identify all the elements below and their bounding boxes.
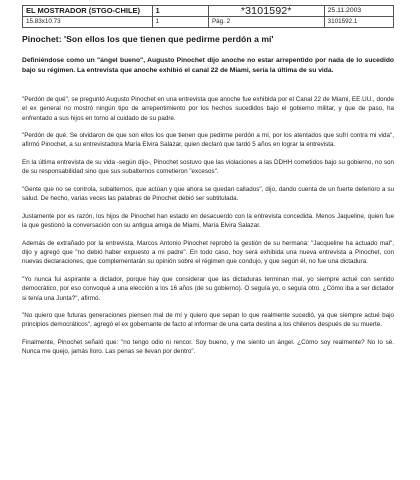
- article-title: Pinochet: 'Son ellos los que tienen que pedirme perdón a mí': [22, 34, 274, 44]
- paragraph: Además de extrañado por la entrevista, Marcos Antonio Pinochet reprobó la gestión de su hermana: "Jacqueline ha actuado mal", dijo y agregó que "no debió haber expuesto a mi padre". En todo caso, hoy será exhibida una nueva entrevista a Pinochet, con nuevas declaraciones, que complementarán su opinión sobre el régimen que condujo, y que según él, no fue una dictadura.: [22, 239, 394, 266]
- paragraph: "No quiero que futuras generaciones piensen mal de mí y quiero que sepan lo que realmente sucedió, ya que siempre actué bajo principios democráticos", agregó el ex gobernante de facto al informar de una carta destina a los chilenos después de su muerte.: [22, 312, 394, 329]
- record-id: *3101592*: [208, 6, 324, 17]
- paragraph: "Perdón de qué. Se olvidaron de que son ellos los que tienen que pedirme perdón a mí, por los atentados que sufrí contra mi vida", afirmó Pinochet, a su entrevistadora María Elvira Salazar, quien declaró que tardó 5 años en lograr la entrevista.: [22, 132, 394, 149]
- page-number: Pág. 2: [208, 17, 324, 28]
- publication-date: 25.11.2003: [324, 6, 393, 17]
- record-number: 3101592.1: [324, 17, 393, 28]
- paragraph: "Gente que no se controla, subalternos, que actúan y que ahora se quedan callados", dijo, dando cuenta de un fuerte deterioro a su salud. De hecho, varias veces las palabras de Pinochet debió ser subtitulada.: [22, 185, 394, 203]
- paragraph: "Yo nunca fui aspirante a dictador, porque hay que considerar que las dictaduras terminan mal, yo siempre actué con sentido democrático, por eso convoqué a una elección a los 16 años (de su gobierno). O seguía yo, o seguía otro. ¿Cómo iba a ser dictador si tenía una Junta?", afirmó.: [22, 275, 394, 302]
- header-row-top: [23, 6, 394, 17]
- clipping-header: [22, 5, 394, 28]
- paragraph: En la última entrevista de su vida -según dijo-, Pinochet sostuvo que las violaciones a las DDHH cometidos bajo su gobierno, no son de su responsabilidad sino que sus subalternos cometieron "excesos".: [22, 159, 394, 176]
- column-number: 1: [152, 6, 208, 17]
- header-row-bottom: [23, 17, 394, 28]
- article-lead: Definiéndose como un "ángel bueno", Augusto Pinochet dijo anoche no estar arrepentido por nada de lo sucedido bajo su régimen. La entrevista que anoche exhibió el canal 22 de Miami, sería la última de su vida.: [22, 57, 394, 74]
- source-name: EL MOSTRADOR (STGO-CHILE): [23, 6, 153, 17]
- column-number-2: 1: [152, 17, 208, 28]
- article-body: [22, 95, 394, 357]
- paragraph: "Perdón de qué", se preguntó Augusto Pinochet en una entrevista que anoche fue exhibida por el Canal 22 de Miami, EE.UU., donde el ex general no mostró ningún tipo de arrepentimiento por los hechos sucedidos bajo el gobierno militar, y que de paso, ha enfrentado a sus hijos en torno al cuidado de su padre.: [22, 96, 394, 122]
- clip-dimensions: 15.83x10.73: [23, 17, 153, 28]
- paragraph: Justamente por es razón, los hijos de Pinochet han estado en desacuerdo con la entrevista concedida. Menos Jaqueline, quien fue la que gestionó la conversación con su antigua amiga de Miami, María Elvira Salazar.: [22, 212, 394, 230]
- paragraph: Finalmente, Pinochet señaló que: "no tengo odio ni rencor. Soy bueno, y me siento un ángel. ¿Cómo soy realmente? No lo sé. Nunca me quejo, jamás lloro. Las penas se llevan por dentro".: [22, 339, 394, 356]
